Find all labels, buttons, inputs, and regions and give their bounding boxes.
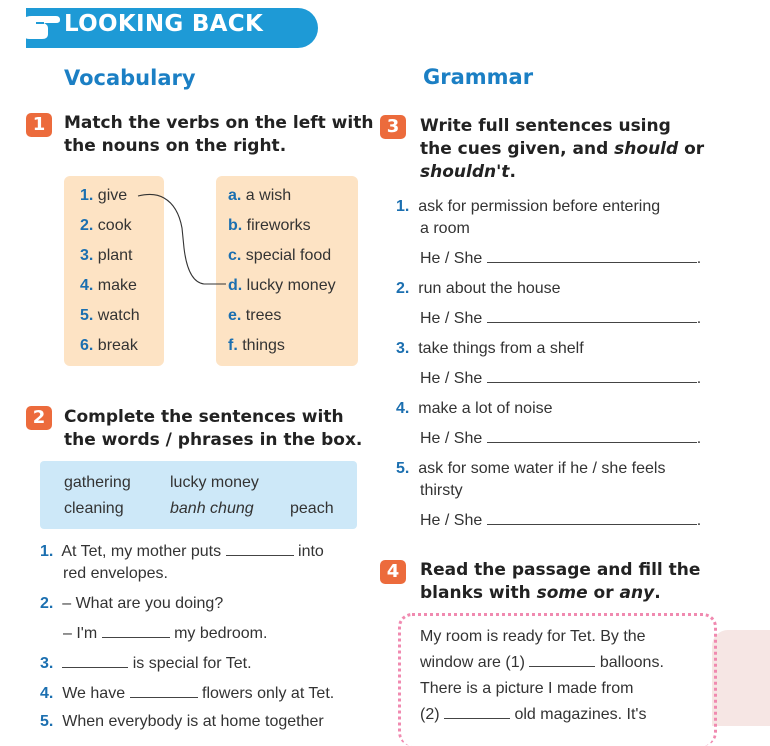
answer-line-2: He / She . — [420, 310, 702, 327]
noun-item: a. a wish — [228, 187, 292, 204]
noun-item: b. fireworks — [228, 217, 311, 234]
answer-blank[interactable] — [529, 652, 595, 667]
answer-blank[interactable] — [487, 248, 697, 263]
word-option: banh chung — [170, 500, 254, 517]
passage-line-1: My room is ready for Tet. By the — [420, 628, 646, 645]
answer-blank[interactable] — [102, 623, 170, 638]
answer-blank[interactable] — [487, 308, 697, 323]
exercise-2-instruction: Complete the sentences with the words / phrases in the box. — [64, 407, 363, 450]
passage-line-4: (2) old magazines. It's — [420, 706, 647, 723]
answer-line-5: He / She . — [420, 512, 702, 529]
answer-line-3: He / She . — [420, 370, 702, 387]
cue-3: 3. take things from a shelf — [396, 340, 584, 357]
cue-2: 2. run about the house — [396, 280, 561, 297]
grammar-title: Grammar — [423, 65, 534, 89]
sentence-1-cont: red envelopes. — [63, 565, 168, 582]
noun-item: c. special food — [228, 247, 332, 264]
sentence-4: 4. We have flowers only at Tet. — [40, 685, 335, 702]
noun-item: d. lucky money — [228, 277, 336, 294]
word-option: lucky money — [170, 474, 259, 491]
cue-5: 5. ask for some water if he / she feels — [396, 460, 666, 477]
exercise-3-instruction: Write full sentences using the cues given, and should or shouldn't. — [420, 116, 705, 182]
matching-line — [134, 186, 230, 298]
vocabulary-title: Vocabulary — [64, 66, 196, 90]
decorative-tab — [712, 630, 770, 726]
answer-blank[interactable] — [444, 704, 510, 719]
passage-line-2: window are (1) balloons. — [420, 654, 664, 671]
noun-item: e. trees — [228, 307, 282, 324]
word-option: cleaning — [64, 500, 124, 517]
cue-5-cont: thirsty — [420, 482, 463, 499]
exercise-3-badge: 3 — [380, 115, 406, 139]
answer-line-1: He / She . — [420, 250, 702, 267]
answer-blank[interactable] — [487, 368, 697, 383]
sentence-5: 5. When everybody is at home together — [40, 713, 324, 730]
pointing-hand-icon — [14, 12, 62, 42]
cue-4: 4. make a lot of noise — [396, 400, 553, 417]
verb-item: 2. cook — [80, 217, 132, 234]
cue-1-cont: a room — [420, 220, 470, 237]
exercise-1-badge: 1 — [26, 113, 52, 137]
answer-blank[interactable] — [62, 653, 128, 668]
verb-item: 5. watch — [80, 307, 140, 324]
verb-item: 6. break — [80, 337, 138, 354]
exercise-4-badge: 4 — [380, 560, 406, 584]
answer-blank[interactable] — [130, 683, 198, 698]
answer-blank[interactable] — [487, 428, 697, 443]
noun-item: f. things — [228, 337, 285, 354]
answer-blank[interactable] — [487, 510, 697, 525]
sentence-2-cont: – I'm my bedroom. — [63, 625, 268, 642]
sentence-3: 3. is special for Tet. — [40, 655, 252, 672]
page-title: LOOKING BACK — [64, 11, 264, 37]
verb-item: 3. plant — [80, 247, 133, 264]
answer-blank[interactable] — [226, 541, 294, 556]
verb-item: 1. give — [80, 187, 128, 204]
sentence-2: 2. – What are you doing? — [40, 595, 224, 612]
sentence-1: 1. At Tet, my mother puts into — [40, 543, 324, 560]
passage-line-3: There is a picture I made from — [420, 680, 634, 697]
word-option: peach — [290, 500, 334, 517]
word-option: gathering — [64, 474, 131, 491]
cue-1: 1. ask for permission before entering — [396, 198, 661, 215]
exercise-4-instruction: Read the passage and fill the blanks with some or any. — [420, 560, 701, 603]
verb-item: 4. make — [80, 277, 137, 294]
exercise-1-instruction: Match the verbs on the left with the nouns on the right. — [64, 113, 374, 156]
answer-line-4: He / She . — [420, 430, 702, 447]
exercise-2-badge: 2 — [26, 406, 52, 430]
word-box — [40, 461, 357, 529]
